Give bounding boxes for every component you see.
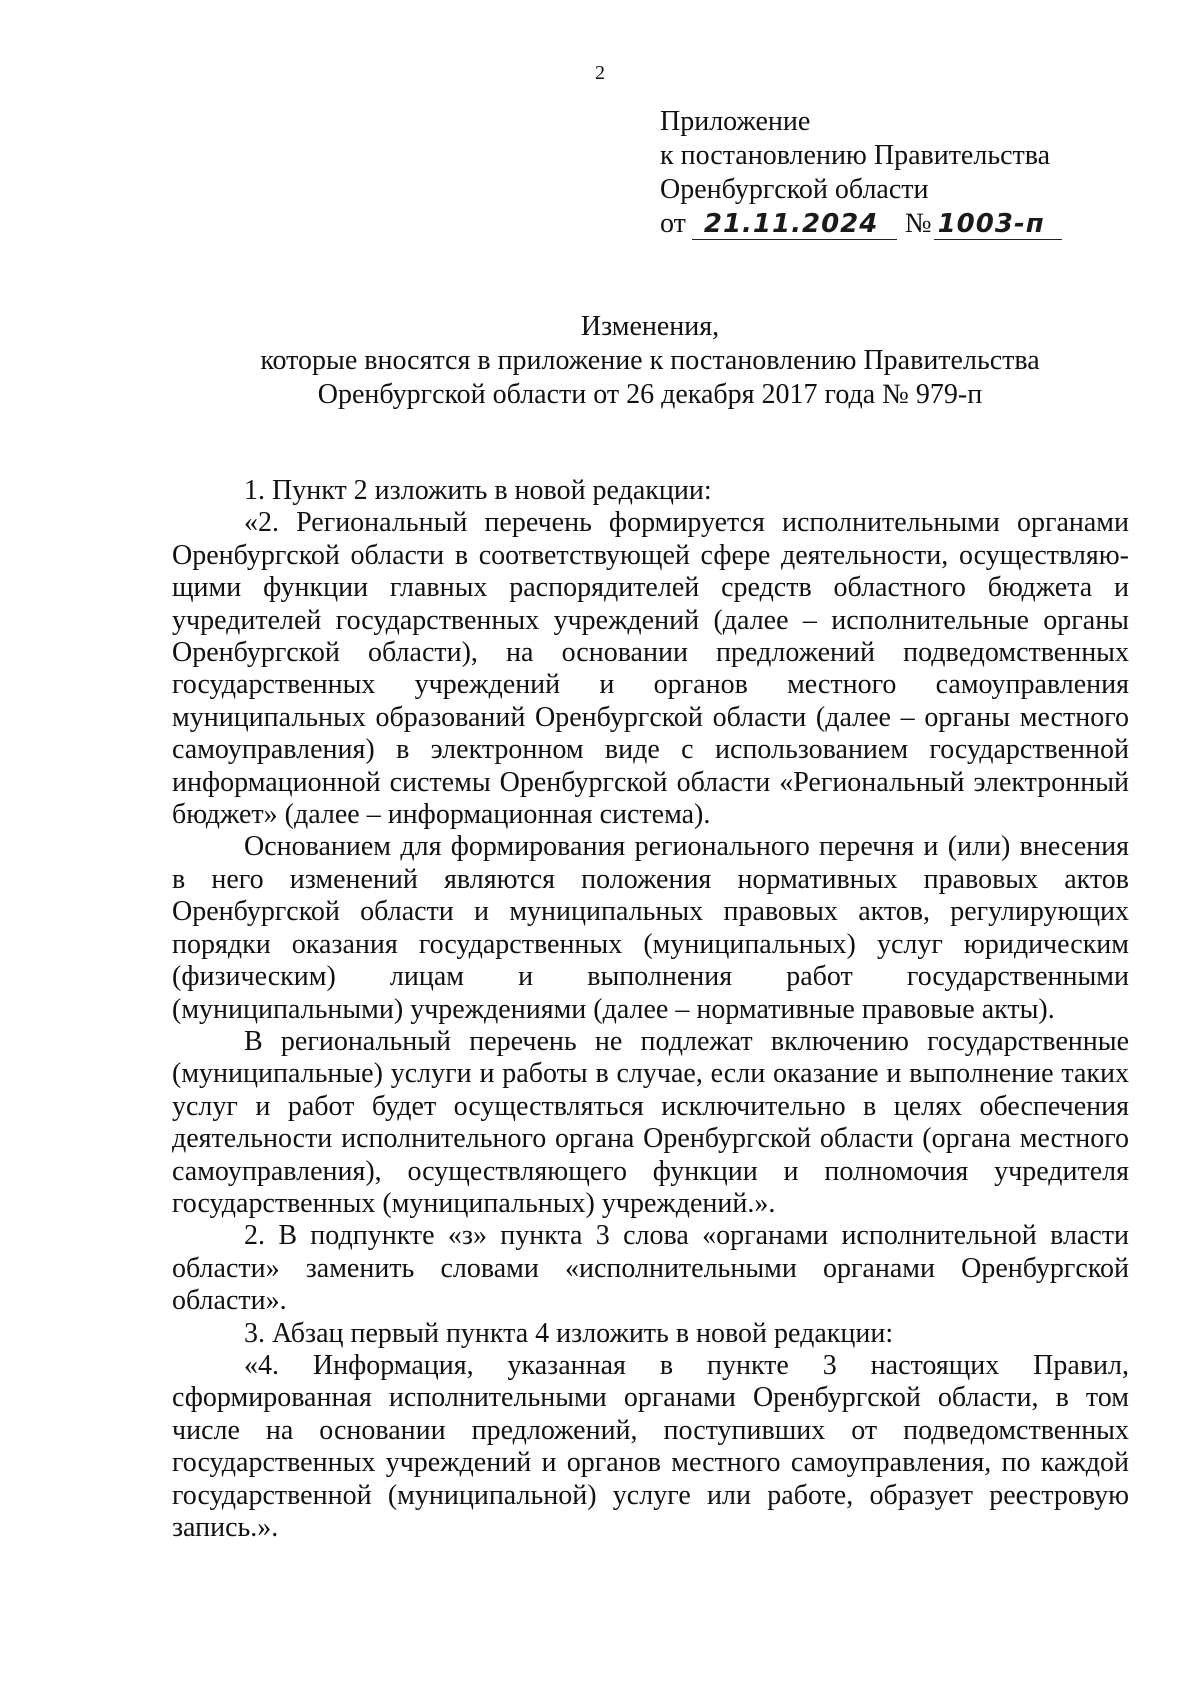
title-line-2: которые вносятся в приложение к постановлению Правительства — [260, 345, 1040, 376]
paragraph: 2. В подпункте «з» пункта 3 слова «органами исполнительной власти области» заменить словами «исполнительными органами Оренбургской области». — [172, 1220, 1129, 1317]
title-line-3: Оренбургской области от 26 декабря 2017 года № 979-п — [317, 379, 983, 410]
document-title — [170, 310, 1130, 412]
title-line-1: Изменения, — [580, 311, 720, 342]
date-prefix: от — [660, 208, 686, 239]
paragraph: 3. Абзац первый пункта 4 изложить в новой редакции: — [244, 1317, 894, 1349]
page-number: 2 — [595, 62, 605, 84]
appendix-line-3: Оренбургской области — [660, 174, 929, 205]
paragraph: 1. Пункт 2 изложить в новой редакции: — [244, 475, 712, 506]
document-body — [172, 475, 1129, 1544]
handwritten-date: 21.11.2024 — [692, 209, 897, 240]
appendix-line-1: Приложение — [660, 106, 811, 137]
number-prefix: № — [904, 208, 932, 239]
appendix-date-line — [660, 207, 1090, 241]
paragraph: Основанием для формирования регионального перечня и (или) внесения в него изменений являются положения нормативных правовых актов Оренбургской области и муниципальных правовых актов, регулирующих порядки оказания государственных (муниципальных) услуг юридическим (физическим) лицам и выполнения работ государственными (муниципальными) учреждениями (далее – нормативные правовые акты). — [172, 831, 1129, 1025]
handwritten-number: 1003-п — [934, 209, 1062, 240]
appendix-header — [660, 105, 1090, 241]
paragraph: «2. Региональный перечень формируется исполнительными органами Оренбургской области в соответствующей сфере деятельности, осуществляющими функции главных распорядителей средств областного бюджета и учредителей государственных учреждений (далее – исполнительные органы Оренбургской области), на основании предложений подведомственных государственных учреждений и органов местного самоуправления муниципальных образований Оренбургской области (далее – органы местного самоуправления) в электронном виде с использованием государственной информационной системы Оренбургской области «Региональный электронный бюджет» (далее – информационная система). — [172, 507, 1129, 831]
paragraph: «4. Информация, указанная в пункте 3 настоящих Правил, сформированная исполнительными органами Оренбургской области, в том числе на основании предложений, поступивших от подведомственных государственных учреждений и органов местного самоуправления, по каждой государственной (муниципальной) услуге или работе, образует реестровую запись.». — [172, 1349, 1129, 1543]
appendix-line-2: к постановлению Правительства — [660, 140, 1051, 171]
paragraph: В региональный перечень не подлежат включению государственные (муниципальные) услуги и работы в случае, если оказание и выполнение таких услуг и работ будет осуществляться исключительно в целях обеспечения деятельности исполнительного органа Оренбургской области (органа местного самоуправления), осуществляющего функции и полномочия учредителя государственных (муниципальных) учреждений.». — [172, 1025, 1129, 1219]
